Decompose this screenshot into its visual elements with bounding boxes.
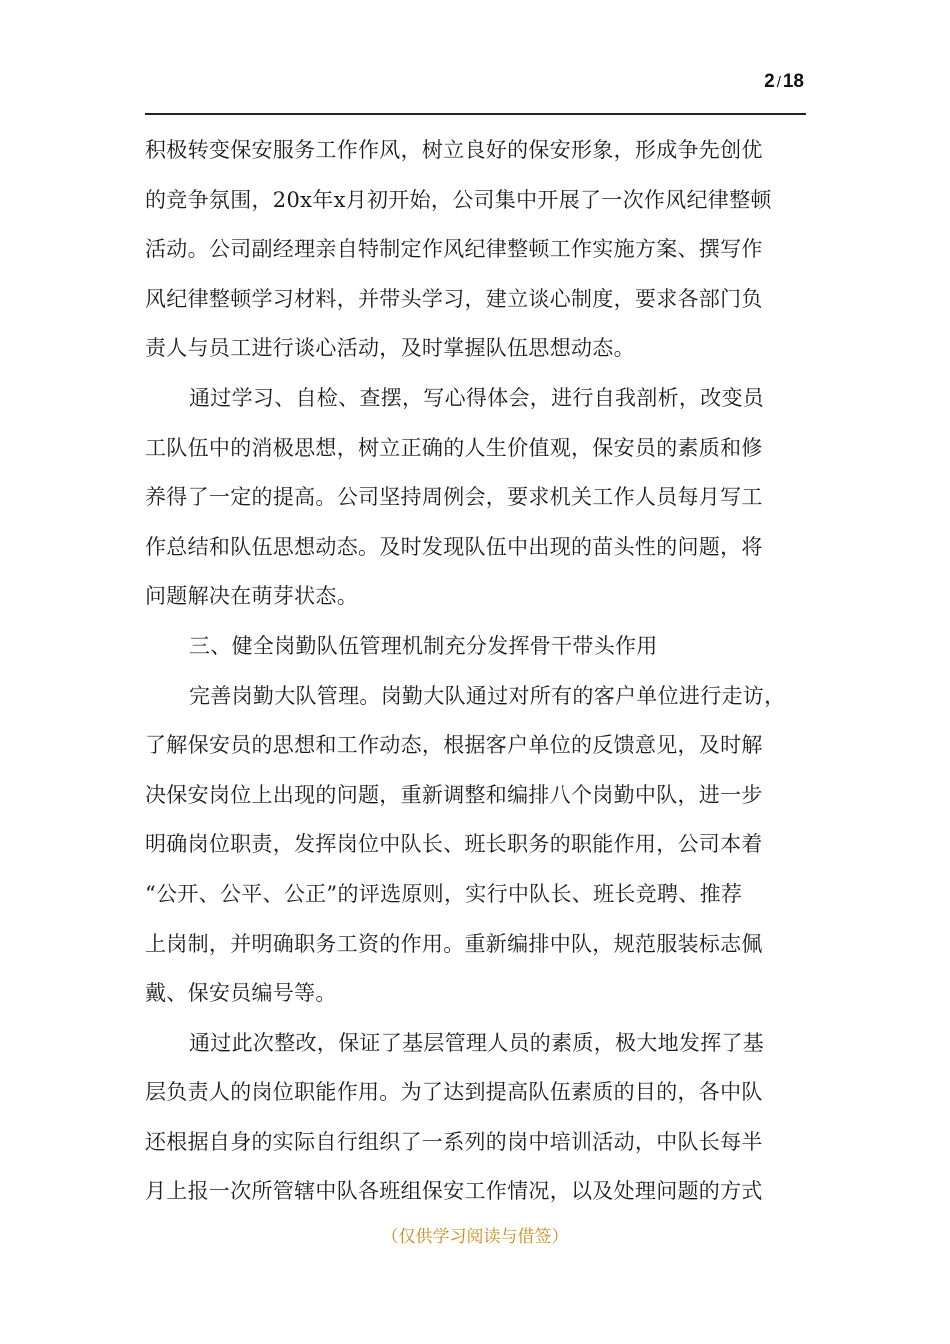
text-line: 还根据自身的实际自行组织了一系列的岗中培训活动，中队长每半 xyxy=(145,1129,763,1154)
text-line: 积极转变保安服务工作作风，树立良好的保安形象，形成争先创优 xyxy=(145,138,763,162)
paragraph-2 xyxy=(145,374,806,622)
page-separator: / xyxy=(776,74,781,91)
footer-note: （仅供学习阅读与借签） xyxy=(381,1227,569,1247)
text-line: 通过此次整改，保证了基层管理人员的素质，极大地发挥了基 xyxy=(189,1030,765,1055)
page-total: 18 xyxy=(782,71,804,92)
text-line: 养得了一定的提高。公司坚持周例会，要求机关工作人员每月写工 xyxy=(145,485,763,510)
text-line: 的竞争氛围，20x年x月初开始，公司集中开展了一次作风纪律整顿 xyxy=(145,187,772,212)
text-line: 风纪律整顿学习材料，并带头学习，建立谈心制度，要求各部门负 xyxy=(145,286,763,311)
paragraph-4 xyxy=(145,1019,806,1217)
text-line: 通过学习、自检、查摆，写心得体会，进行自我剖析，改变员 xyxy=(189,385,765,410)
text-line: 了解保安员的思想和工作动态，根据客户单位的反馈意见，及时解 xyxy=(145,733,763,758)
document-body xyxy=(145,126,806,1217)
paragraph-3 xyxy=(145,672,806,1019)
text-line: 月上报一次所管辖中队各班组保安工作情况，以及处理问题的方式 xyxy=(145,1179,763,1204)
text-line: 决保安岗位上出现的问题，重新调整和编排八个岗勤中队，进一步 xyxy=(145,782,763,807)
text-line: 作总结和队伍思想动态。及时发现队伍中出现的苗头性的问题，将 xyxy=(145,534,763,559)
text-line: 完善岗勤大队管理。岗勤大队通过对所有的客户单位进行走访， xyxy=(189,683,786,708)
section-heading-text: 三、健全岗勤队伍管理机制充分发挥骨干带头作用 xyxy=(189,633,658,658)
section-heading xyxy=(145,622,806,672)
paragraph-1 xyxy=(145,126,806,374)
text-line: 问题解决在萌芽状态。 xyxy=(145,584,358,609)
text-line: 上岗制，并明确职务工资的作用。重新编排中队，规范服装标志佩 xyxy=(145,931,763,956)
page-current: 2 xyxy=(764,71,775,92)
text-line: “公开、公平、公正”的评选原则，实行中队长、班长竞聘、推荐 xyxy=(145,881,743,906)
text-line: 层负责人的岗位职能作用。为了达到提高队伍素质的目的，各中队 xyxy=(145,1080,763,1105)
text-line: 工队伍中的消极思想，树立正确的人生价值观，保安员的素质和修 xyxy=(145,435,763,460)
text-line: 活动。公司副经理亲自特制定作风纪律整顿工作实施方案、撰写作 xyxy=(145,237,763,262)
header-divider xyxy=(145,113,806,115)
text-line: 戴、保安员编号等。 xyxy=(145,981,337,1006)
page-number xyxy=(764,70,804,95)
text-line: 责人与员工进行谈心活动，及时掌握队伍思想动态。 xyxy=(145,336,635,361)
text-line: 明确岗位职责，发挥岗位中队长、班长职务的职能作用，公司本着 xyxy=(145,832,763,857)
